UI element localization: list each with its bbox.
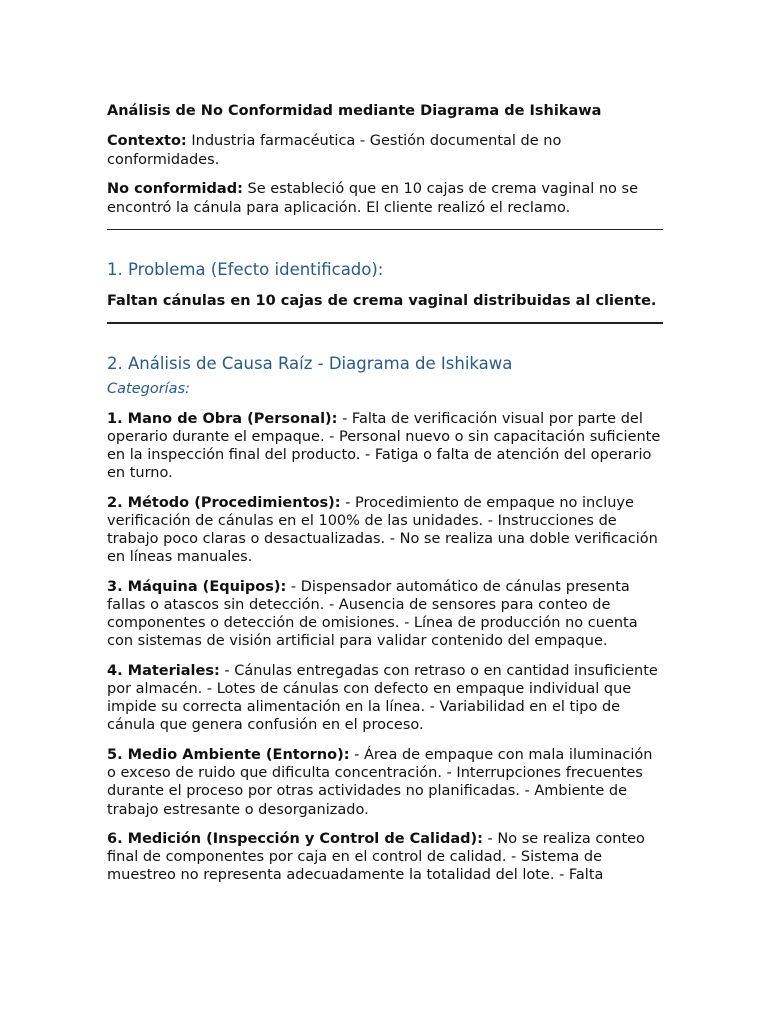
category-text: - Cánulas entregadas con retraso o en cantidad insuficiente por almacén. - Lotes de cánulas con defecto en empaque individual que impide su correcta alimentación en la línea. - Variabilidad en el tipo de cánula que genera confusión en el proceso. (107, 662, 658, 734)
section1-heading: 1. Problema (Efecto identificado): (107, 260, 384, 279)
category-label: 6. Medición (Inspección y Control de Calidad): (107, 831, 483, 848)
categories-subheading: Categorías: (107, 380, 191, 397)
category-item (107, 494, 663, 567)
divider-2 (107, 322, 663, 324)
category-item (107, 746, 663, 819)
context-text: Industria farmacéutica - Gestión documental de no conformidades. (107, 133, 562, 168)
category-item (107, 410, 663, 483)
problem-statement: Faltan cánulas en 10 cajas de crema vaginal distribuidas al cliente. (107, 293, 657, 309)
category-item (107, 662, 663, 735)
category-text: - Falta de verificación visual por parte del operario durante el empaque. - Personal nuevo o sin capacitación suficiente en la inspección final del producto. - Fatiga o falta de atención del operario en turno. (107, 410, 661, 482)
nonconformity-text: Se estableció que en 10 cajas de crema vaginal no se encontró la cánula para aplicación. El cliente realizó el reclamo. (107, 181, 638, 216)
category-label: 1. Mano de Obra (Personal): (107, 410, 338, 427)
nonconformity-paragraph (107, 180, 663, 217)
context-paragraph (107, 132, 663, 169)
context-label: Contexto: (107, 133, 187, 149)
category-text: - Procedimiento de empaque no incluye verificación de cánulas en el 100% de las unidades. - Instrucciones de trabajo poco claras o desactualizadas. - No se realiza una doble verificación en líneas manuales. (107, 494, 658, 566)
category-label: 4. Materiales: (107, 662, 220, 679)
category-item (107, 830, 663, 885)
category-label: 2. Método (Procedimientos): (107, 494, 341, 511)
category-label: 3. Máquina (Equipos): (107, 578, 287, 595)
divider-1 (107, 229, 663, 230)
category-label: 5. Medio Ambiente (Entorno): (107, 746, 350, 763)
document-page (107, 102, 663, 896)
categories-list (107, 410, 663, 885)
section2-heading: 2. Análisis de Causa Raíz - Diagrama de Ishikawa (107, 353, 513, 373)
document-title: Análisis de No Conformidad mediante Diagrama de Ishikawa (107, 103, 602, 119)
category-text: - No se realiza conteo final de componentes por caja en el control de calidad. - Sistema de muestreo no representa adecuadamente la totalidad del lote. - Falta (107, 831, 645, 884)
category-item (107, 578, 663, 651)
category-text: - Área de empaque con mala iluminación o exceso de ruido que dificulta concentración. - Interrupciones frecuentes durante el proceso por otras actividades no planificadas. - Ambiente de trabajo estresante o desorganizado. (107, 746, 653, 818)
category-text: - Dispensador automático de cánulas presenta fallas o atascos sin detección. - Ausencia de sensores para conteo de componentes o detección de omisiones. - Línea de producción no cuenta con sistemas de visión artificial para validar contenido del empaque. (107, 578, 638, 650)
nonconformity-label: No conformidad: (107, 181, 243, 197)
